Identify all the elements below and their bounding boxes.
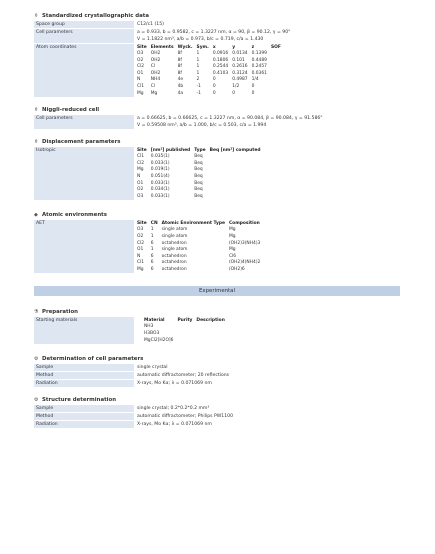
cell-params-label: Cell parameters — [34, 29, 134, 43]
atom-cell — [271, 51, 285, 58]
cell-determination-row — [34, 380, 400, 388]
section-title-atomic-env: ◆ Atomic environments — [34, 212, 107, 219]
cell-determination-rows — [34, 364, 400, 388]
structure-determination-row — [34, 421, 400, 429]
cell-determination-value: single crystal — [137, 365, 168, 371]
cell-determination-value: automatic diffractometer; 20 reflections — [137, 373, 230, 379]
displacement-cell: 0.033(1) — [150, 160, 170, 166]
atom-cell — [271, 64, 285, 71]
section-title-standardized: ⇳ Standardized crystallographic data — [34, 13, 149, 19]
displacement-cell: Beq — [194, 167, 203, 173]
aet-row — [137, 227, 264, 234]
displacement-row — [137, 194, 265, 201]
aet-cell: (OH2)6 — [228, 266, 245, 272]
aet-header: Composition — [228, 221, 260, 227]
section-title-structure-determination: ⚙ Structure determination — [34, 397, 117, 404]
atom-cell: OH2 — [150, 57, 161, 63]
structure-determination-value: automatic diffractometer; Philips PW1100 — [137, 414, 233, 420]
structure-determination-value: single crystal; 0.2*0.2*0.2 mm³ — [137, 406, 210, 412]
aet-row — [137, 241, 264, 248]
aet-label: AET — [34, 220, 134, 273]
displacement-cell: Beq — [194, 187, 203, 193]
niggli-cell-label: Cell parameters — [34, 115, 134, 129]
displacement-cell: Cl2 — [137, 160, 145, 166]
displacement-cell — [210, 187, 265, 194]
aet-cell: 1 — [150, 227, 154, 233]
atom-cell: Cl1 — [137, 83, 145, 89]
collapse-arrows-icon[interactable]: ⇳ — [34, 107, 39, 114]
atom-cell: 8f — [177, 70, 182, 76]
displacement-row — [137, 174, 265, 181]
aet-cell: octahedron — [161, 240, 187, 246]
cell-params-row — [34, 29, 400, 44]
aet-row — [137, 247, 264, 254]
atom-header: y — [232, 45, 236, 50]
atom-cell: OH2 — [150, 51, 161, 56]
atom-row — [137, 84, 285, 91]
atom-cell: 0.2457 — [251, 64, 267, 70]
aet-cell: O3 — [137, 227, 144, 233]
atom-cell: O1 — [137, 70, 144, 76]
atom-coords-label: Atom coordinates — [34, 44, 134, 97]
displacement-cell — [210, 174, 265, 181]
aet-cell: O2 — [137, 233, 144, 239]
displacement-cell: 0.034(1) — [150, 187, 170, 193]
atom-cell: -1 — [196, 83, 201, 89]
atom-cell: 1 — [196, 57, 200, 63]
atom-cell: 1 — [196, 51, 200, 56]
atom-cell: 2 — [196, 77, 200, 83]
atom-cell: 0 — [212, 77, 216, 83]
displacement-cell — [210, 194, 265, 201]
atom-cell: 0 — [251, 83, 255, 89]
atom-cell: NH4 — [150, 77, 161, 83]
material-cell: NH3 — [144, 324, 154, 330]
atom-cell: 0 — [212, 83, 216, 89]
atom-cell: 0.2616 — [232, 64, 248, 70]
atom-cell: Mg — [137, 90, 144, 96]
atom-cell: 0.4489 — [251, 57, 267, 63]
atom-cell: 0.0361 — [251, 70, 267, 76]
structure-determination-label: Radiation — [34, 421, 134, 428]
aet-value — [134, 220, 400, 273]
atom-cell: O3 — [137, 51, 144, 56]
niggli-line2: V = 0.59508 nm³, a/b = 1.000, b/c = 0.503, c/a = 1.994 — [137, 123, 267, 129]
aet-row — [137, 260, 264, 267]
aet-cell: Mg — [228, 247, 236, 253]
atom-cell: 4a — [177, 90, 184, 96]
material-cell: H3BO3 — [144, 331, 160, 337]
atom-cell: N — [137, 77, 141, 83]
structure-determination-row — [34, 413, 400, 421]
displacement-cell: 0.033(1) — [150, 180, 170, 186]
displacement-cell: O2 — [137, 187, 144, 193]
displacement-cell: O3 — [137, 193, 144, 199]
displacement-header: Type — [194, 148, 206, 154]
aet-table — [137, 220, 264, 273]
starting-materials-row — [34, 317, 400, 345]
aet-cell: octahedron — [161, 260, 187, 266]
atom-cell: 0.1806 — [212, 57, 229, 63]
space-group-row — [34, 21, 400, 29]
diamond-icon: ◆ — [34, 212, 38, 219]
collapse-arrows-icon[interactable]: ⇳ — [34, 13, 39, 19]
atom-cell: 1/4 — [251, 77, 259, 83]
atom-header: x — [212, 45, 216, 50]
isotropic-value — [134, 147, 400, 200]
atom-header: SOF — [270, 45, 281, 50]
aet-cell: Cl6 — [228, 253, 237, 259]
atom-coords-value — [134, 44, 400, 97]
atom-header: z — [251, 45, 255, 50]
atom-cell — [271, 84, 285, 91]
space-group-label: Space group — [34, 21, 134, 28]
atom-cell — [271, 91, 285, 98]
material-row — [144, 331, 229, 338]
material-cell: MgCl2[H2O]6 — [144, 337, 174, 343]
section-title-cell-determination: ⚙ Determination of cell parameters — [34, 356, 144, 363]
material-header: Purity — [177, 318, 193, 324]
document-page — [34, 8, 400, 429]
atom-cell: 1/2 — [232, 83, 240, 89]
aet-cell: N — [137, 253, 141, 259]
displacement-cell — [210, 154, 265, 161]
displacement-cell: Beq — [194, 160, 203, 166]
section-title-preparation: ⚗ Preparation — [34, 309, 79, 316]
aet-cell: (OH2)4(NH4)2 — [228, 260, 261, 266]
atom-cell: 0.2544 — [212, 64, 229, 70]
aet-cell: (OH2)3(NH4)3 — [228, 240, 261, 246]
displacement-cell — [210, 161, 265, 168]
aet-cell: Cl2 — [137, 240, 145, 246]
atom-row — [137, 77, 285, 84]
displacement-cell: N — [137, 173, 141, 179]
atom-cell: 8f — [177, 51, 182, 56]
cell-determination-label: Method — [34, 372, 134, 379]
section-title-displacement: ⇳ Displacement parameters — [34, 139, 121, 146]
aet-cell: single atom — [161, 227, 188, 233]
structure-determination-label: Sample — [34, 405, 134, 412]
displacement-row — [137, 187, 265, 194]
displacement-cell: Mg — [137, 167, 144, 173]
displacement-cell: Beq — [194, 180, 203, 186]
atom-cell: 0.0134 — [232, 51, 248, 56]
displacement-header: Beq [nm²] computed — [209, 148, 261, 154]
aet-cell: octahedron — [161, 253, 187, 259]
aet-cell: 1 — [150, 233, 154, 239]
displacement-row — [137, 154, 265, 161]
aet-cell: Mg — [228, 227, 236, 233]
displacement-cell: Cl1 — [137, 154, 145, 160]
cell-params-value — [134, 29, 400, 43]
atom-cell: O2 — [137, 57, 144, 63]
atom-cell: Cl2 — [137, 64, 145, 70]
atom-cell: 0 — [232, 90, 235, 96]
displacement-cell: 0.035(1) — [150, 154, 170, 160]
displacement-row — [137, 167, 265, 174]
atom-cell: 4e — [177, 77, 184, 83]
collapse-arrows-icon[interactable]: ⇳ — [34, 139, 39, 146]
atom-row — [137, 51, 285, 58]
flask-icon: ⚗ — [34, 309, 39, 316]
atom-coords-table — [137, 44, 285, 97]
atom-header: Elements — [150, 45, 174, 50]
atom-cell: 4b — [177, 83, 184, 89]
aet-header: CN — [150, 221, 158, 227]
aet-cell: Mg — [228, 233, 236, 239]
displacement-cell: 0.019(1) — [150, 167, 170, 173]
aet-cell: Cl1 — [137, 260, 145, 266]
aet-cell: Mg — [137, 266, 144, 272]
aet-cell: 6 — [150, 260, 154, 266]
isotropic-label: Isotropic — [34, 147, 134, 200]
displacement-cell: 0.051(4) — [150, 173, 170, 179]
displacement-header: [nm²] published — [150, 148, 191, 154]
atom-cell: 0.4103 — [212, 70, 229, 76]
experimental-banner: Experimental — [34, 286, 400, 296]
atom-row — [137, 64, 285, 71]
atom-cell: 0 — [212, 90, 216, 96]
atom-cell: Mg — [150, 90, 158, 96]
starting-materials-label: Starting materials — [34, 317, 134, 344]
atom-cell: 0.0916 — [212, 51, 229, 56]
displacement-table — [137, 147, 265, 200]
aet-cell: octahedron — [161, 266, 187, 272]
atom-header: Wyck. — [177, 45, 193, 50]
atom-cell: 8f — [177, 57, 182, 63]
aet-cell: O1 — [137, 247, 144, 253]
atom-cell: OH2 — [150, 70, 161, 76]
aet-cell: 6 — [150, 253, 154, 259]
cell-determination-row — [34, 364, 400, 372]
aet-row — [137, 234, 264, 241]
cell-determination-label: Sample — [34, 364, 134, 371]
displacement-cell: O1 — [137, 180, 144, 186]
atom-cell — [271, 71, 285, 78]
atom-cell: 1 — [196, 70, 200, 76]
cell-determination-value: X-rays, Mo Kα; λ = 0.071069 nm — [137, 381, 212, 387]
aet-row — [34, 220, 400, 274]
displacement-cell: Beq — [194, 173, 203, 179]
atom-cell — [271, 58, 285, 65]
aet-header: Atomic Environment Type — [161, 221, 225, 227]
atom-cell: Cl — [150, 83, 156, 89]
atom-header: Sym. — [196, 45, 209, 50]
structure-determination-value: X-rays, Mo Kα; λ = 0.071069 nm — [137, 422, 212, 428]
settings-icon: ⚙ — [34, 356, 39, 363]
atom-header: Site — [137, 45, 147, 50]
section-title-niggli: ⇳ Niggli-reduced cell — [34, 107, 100, 114]
aet-cell: 6 — [150, 266, 154, 272]
aet-header: Site — [137, 221, 147, 227]
atom-cell: 1 — [196, 64, 200, 70]
displacement-cell: 0.033(1) — [150, 193, 170, 199]
atom-cell: Cl — [150, 64, 156, 70]
atom-coords-row — [34, 44, 400, 98]
aet-row — [137, 267, 264, 274]
displacement-header: Site — [137, 148, 147, 154]
structure-determination-label: Method — [34, 413, 134, 420]
space-group-value: C12/c1 (15) — [137, 22, 164, 27]
cell-params-line2: V = 1.1822 nm³, a/b = 0.973, b/c = 0.719, c/a = 1.430 — [137, 37, 264, 42]
atom-cell — [271, 77, 285, 84]
niggli-line1: a = 0.66625, b = 0.66625, c = 1.3227 nm, α = 90.084, β = 90.084, γ = 91.586° — [137, 116, 323, 122]
atom-row — [137, 91, 285, 98]
material-row — [144, 338, 229, 345]
atom-cell: 0.4987 — [232, 77, 248, 83]
material-header: Description — [196, 318, 225, 324]
atom-cell: 0.3124 — [232, 70, 248, 76]
aet-cell: single atom — [161, 247, 188, 253]
settings-icon: ⚙ — [34, 397, 39, 404]
atom-cell: 0.1399 — [251, 51, 267, 56]
atom-cell: 0 — [251, 90, 255, 96]
material-header: Material — [144, 318, 165, 324]
aet-cell: single atom — [161, 233, 188, 239]
niggli-cell-row — [34, 115, 400, 130]
materials-table — [144, 317, 229, 344]
displacement-cell: Beq — [194, 193, 203, 199]
niggli-cell-value — [134, 115, 400, 129]
isotropic-row — [34, 147, 400, 201]
displacement-cell — [210, 167, 265, 174]
starting-materials-value — [134, 317, 400, 344]
aet-cell: 6 — [150, 240, 154, 246]
displacement-cell — [210, 181, 265, 188]
atom-cell: 0.101 — [232, 57, 245, 63]
atom-cell: 8f — [177, 64, 182, 70]
cell-determination-row — [34, 372, 400, 380]
cell-params-line1: a = 0.933, b = 0.9582, c = 1.3227 nm, α = 90, β = 90.12, γ = 90° — [137, 30, 291, 35]
displacement-cell: Beq — [194, 154, 203, 160]
aet-cell: 1 — [150, 247, 154, 253]
structure-determination-row — [34, 405, 400, 413]
atom-cell: -1 — [196, 90, 201, 96]
structure-determination-rows — [34, 405, 400, 429]
cell-determination-label: Radiation — [34, 380, 134, 387]
